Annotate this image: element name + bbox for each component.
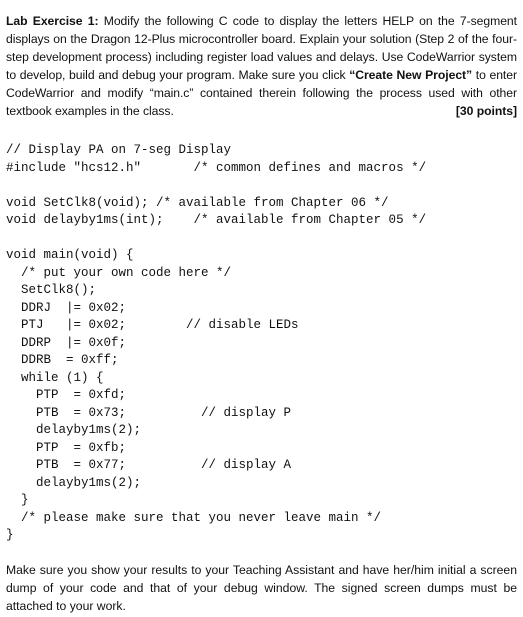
code-line: /* put your own code here */: [6, 265, 232, 280]
instructions-text-1: Modify the following C code to display the letters HELP on the 7-segment displays on the Dragon 12-Plus microcontroller board. Explain your solution (Step 2 of the four-step development process) including register load values and delays. Use CodeWarrior system to develop, build and debug your program. Make sure you click: [6, 14, 517, 82]
exercise-label: Lab Exercise 1:: [6, 14, 99, 28]
code-line: PTB = 0x77; // display A: [6, 458, 292, 472]
submission-instructions: [6, 561, 517, 615]
code-line: delayby1ms(2);: [6, 475, 142, 490]
code-line: DDRP |= 0x0f;: [6, 335, 127, 350]
code-line: PTJ |= 0x02; // disable LEDs: [6, 318, 299, 332]
submission-paragraph: Make sure you show your results to your Teaching Assistant and have her/him initial a screen dump of your code and that of your debug window. The signed screen dumps must be attached to your work.: [6, 563, 517, 613]
code-line: PTB = 0x73; // display P: [6, 405, 292, 420]
code-line: SetClk8();: [6, 283, 97, 297]
code-line: void SetClk8(void); /* available from Chapter 06 */: [6, 195, 389, 210]
code-line: delayby1ms(2);: [6, 423, 142, 437]
instructions-text-2: to enter CodeWarrior and modify “main.c” contained therein following the process used with other: [6, 68, 518, 100]
code-line: [6, 177, 517, 195]
code-line: PTP = 0xfd;: [6, 388, 127, 402]
code-line: [6, 230, 517, 248]
instructions-paragraph: [6, 12, 517, 102]
code-line: PTP = 0xfb;: [6, 440, 127, 455]
code-line: // Display PA on 7-seg Display: [6, 143, 232, 157]
instructions-text-3: textbook examples in the class.: [6, 104, 174, 118]
code-line: DDRB = 0xff;: [6, 353, 119, 367]
create-project-emphasis: “Create New Project”: [349, 68, 473, 82]
code-line: DDRJ |= 0x02;: [6, 300, 127, 315]
code-line: }: [6, 493, 29, 507]
instructions-last-line: [6, 102, 517, 120]
points-badge: [30 points]: [455, 104, 517, 118]
code-line: /* please make sure that you never leave main */: [6, 510, 382, 525]
code-line: while (1) {: [6, 370, 104, 385]
code-listing: [6, 142, 517, 545]
code-line: void main(void) {: [6, 248, 134, 262]
code-line: }: [6, 528, 14, 542]
exercise-instructions: [6, 12, 517, 120]
code-line: #include "hcs12.h" /* common defines and macros */: [6, 160, 427, 175]
code-line: void delayby1ms(int); /* available from Chapter 05 */: [6, 213, 427, 227]
